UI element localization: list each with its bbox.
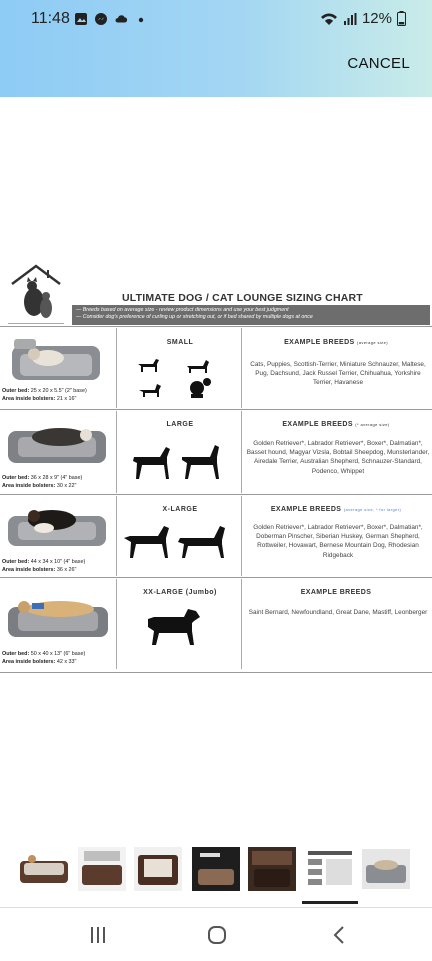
gallery-icon — [74, 12, 88, 26]
bed-with-dog-image — [4, 336, 112, 384]
signal-icon — [343, 12, 357, 26]
cancel-button[interactable]: CANCEL — [347, 55, 410, 72]
divider — [116, 411, 117, 493]
wifi-icon — [320, 12, 338, 26]
thumbnail-1[interactable] — [20, 845, 68, 893]
breeds-list: Saint Bernard, Newfoundland, Great Dane, Mastiff, Leonberger — [248, 609, 428, 616]
back-icon[interactable] — [327, 924, 351, 946]
divider — [0, 409, 432, 410]
spec-outer-text: 25 x 20 x 5.5" (2" base) — [30, 388, 87, 394]
breeds-list: Golden Retriever*, Labrador Retriever*, Boxer*, Dalmatian*, Doberman Pinscher, Siberian Huskey, German Shepherd, Rottweiler, Hovawart, Bernese Mountain Dog, Rhodesian Ridgeback — [253, 524, 423, 559]
divider — [0, 494, 432, 495]
thumbnail-7[interactable] — [362, 845, 410, 893]
bed-spec-outer: Outer bed: 36 x 28 x 9" (4" base) — [2, 475, 83, 481]
house-cat-dog-logo — [8, 262, 64, 324]
bed-spec-area: Area inside bolsters: 30 x 22" — [2, 483, 77, 489]
bed-spec-outer: Outer bed: 44 x 34 x 10" (4" base) — [2, 559, 86, 565]
home-icon[interactable] — [205, 924, 229, 946]
bed-spec-outer: Outer bed: 25 x 20 x 5.5" (2" base) — [2, 388, 87, 394]
thumbnail-6[interactable] — [304, 845, 356, 893]
chart-title: ULTIMATE DOG / CAT LOUNGE SIZING CHART — [122, 292, 363, 304]
breeds-title-text: EXAMPLE BREEDS — [270, 506, 342, 513]
notification-icons — [74, 12, 148, 26]
divider — [116, 579, 117, 669]
divider — [0, 672, 432, 673]
spec-area-text: 36 x 26" — [56, 567, 77, 573]
size-label: X-LARGE — [162, 506, 198, 513]
breeds-title — [246, 339, 426, 346]
breeds-title — [246, 589, 426, 596]
chart-note-line-2: — Consider dog's preference of curling up or stretching out, or if bed shared by multiple dogs at once — [76, 314, 313, 320]
size-row-x-large — [0, 496, 432, 576]
battery-percent: 12% — [361, 10, 392, 27]
spec-area-text: 21 x 16" — [56, 396, 77, 402]
divider — [241, 411, 242, 493]
bed-spec-area: Area inside bolsters: 21 x 16" — [2, 396, 77, 402]
messenger-icon — [94, 12, 108, 26]
bed-spec-area: Area inside bolsters: 36 x 26" — [2, 567, 77, 573]
breeds-title — [246, 421, 426, 428]
bed-with-dog-image — [4, 502, 112, 550]
top-app-bar — [0, 0, 432, 97]
breeds-title-text: EXAMPLE BREEDS — [300, 589, 372, 596]
breeds-list: Cats, Puppies, Scottish-Terrier, Miniature Schnauzer, Maltese, Pug, Dachsund, Jack Russel Terrier, Chihuahua, Yorkshire Terrier, Havanese — [250, 361, 426, 387]
thumbnail-3[interactable] — [134, 845, 182, 893]
size-label: LARGE — [166, 421, 194, 428]
status-time: 11:48 — [31, 10, 70, 27]
bed-spec-outer: Outer bed: 50 x 40 x 13" (6" base) — [2, 651, 86, 657]
divider — [241, 496, 242, 576]
battery-icon — [397, 11, 406, 26]
divider — [241, 579, 242, 669]
bed-with-dog-image — [4, 419, 112, 467]
breeds-title — [246, 506, 426, 513]
spec-area-text: 42 x 33" — [56, 659, 77, 665]
size-label: XX-LARGE (Jumbo) — [143, 589, 217, 596]
status-right — [320, 10, 406, 27]
thumbnail-5[interactable] — [248, 845, 296, 893]
large-dogs-silhouettes — [130, 441, 230, 481]
thumbnail-strip — [0, 845, 432, 907]
size-row-large — [0, 411, 432, 493]
bed-with-dog-image — [4, 591, 112, 639]
breeds-note: (average size) — [356, 340, 388, 345]
breeds-title-text: EXAMPLE BREEDS — [284, 339, 355, 346]
cloud-icon — [114, 12, 128, 26]
size-row-xx-large — [0, 579, 432, 671]
bed-spec-area: Area inside bolsters: 42 x 33" — [2, 659, 77, 665]
status-bar — [0, 0, 432, 38]
divider — [116, 496, 117, 576]
divider — [0, 326, 432, 327]
divider — [241, 328, 242, 408]
selected-thumbnail-indicator — [302, 901, 358, 904]
breeds-title-text: EXAMPLE BREEDS — [282, 421, 353, 428]
size-row-small — [0, 328, 432, 408]
chart-note-line-1: — Breeds based on average size - review product dimensions and use your best judgment — [76, 307, 289, 313]
dot-icon — [134, 12, 148, 26]
thumbnail-4[interactable] — [192, 845, 240, 893]
size-label: SMALL — [166, 339, 194, 346]
recent-apps-icon[interactable] — [86, 924, 110, 946]
breeds-note: (* average size) — [355, 422, 390, 427]
spec-outer-text: 50 x 40 x 13" (6" base) — [30, 651, 86, 657]
divider — [0, 577, 432, 578]
sizing-chart-image — [0, 262, 432, 674]
divider — [116, 328, 117, 408]
thumbnail-2[interactable] — [78, 845, 126, 893]
spec-outer-text: 36 x 28 x 9" (4" base) — [30, 475, 83, 481]
system-navigation-bar — [0, 907, 432, 961]
spec-area-text: 30 x 22" — [56, 483, 77, 489]
x-large-dogs-silhouettes — [122, 524, 234, 560]
small-dogs-silhouettes — [135, 350, 225, 402]
spec-outer-text: 44 x 34 x 10" (4" base) — [30, 559, 86, 565]
chart-note — [72, 305, 430, 325]
breeds-list: Golden Retriever*, Labrador Retriever*, Boxer*, Dalmatian*, Basset hound, Magyar Vizsla, Bobtail Sheepdog, Munsterlander, Airedale Terrier, Australian Shepherd, Schnauzer-Standard, Podenco, Whippet — [246, 440, 430, 475]
breeds-note: (average size, * for larger) — [343, 507, 402, 512]
jumbo-dog-silhouette — [146, 607, 206, 647]
